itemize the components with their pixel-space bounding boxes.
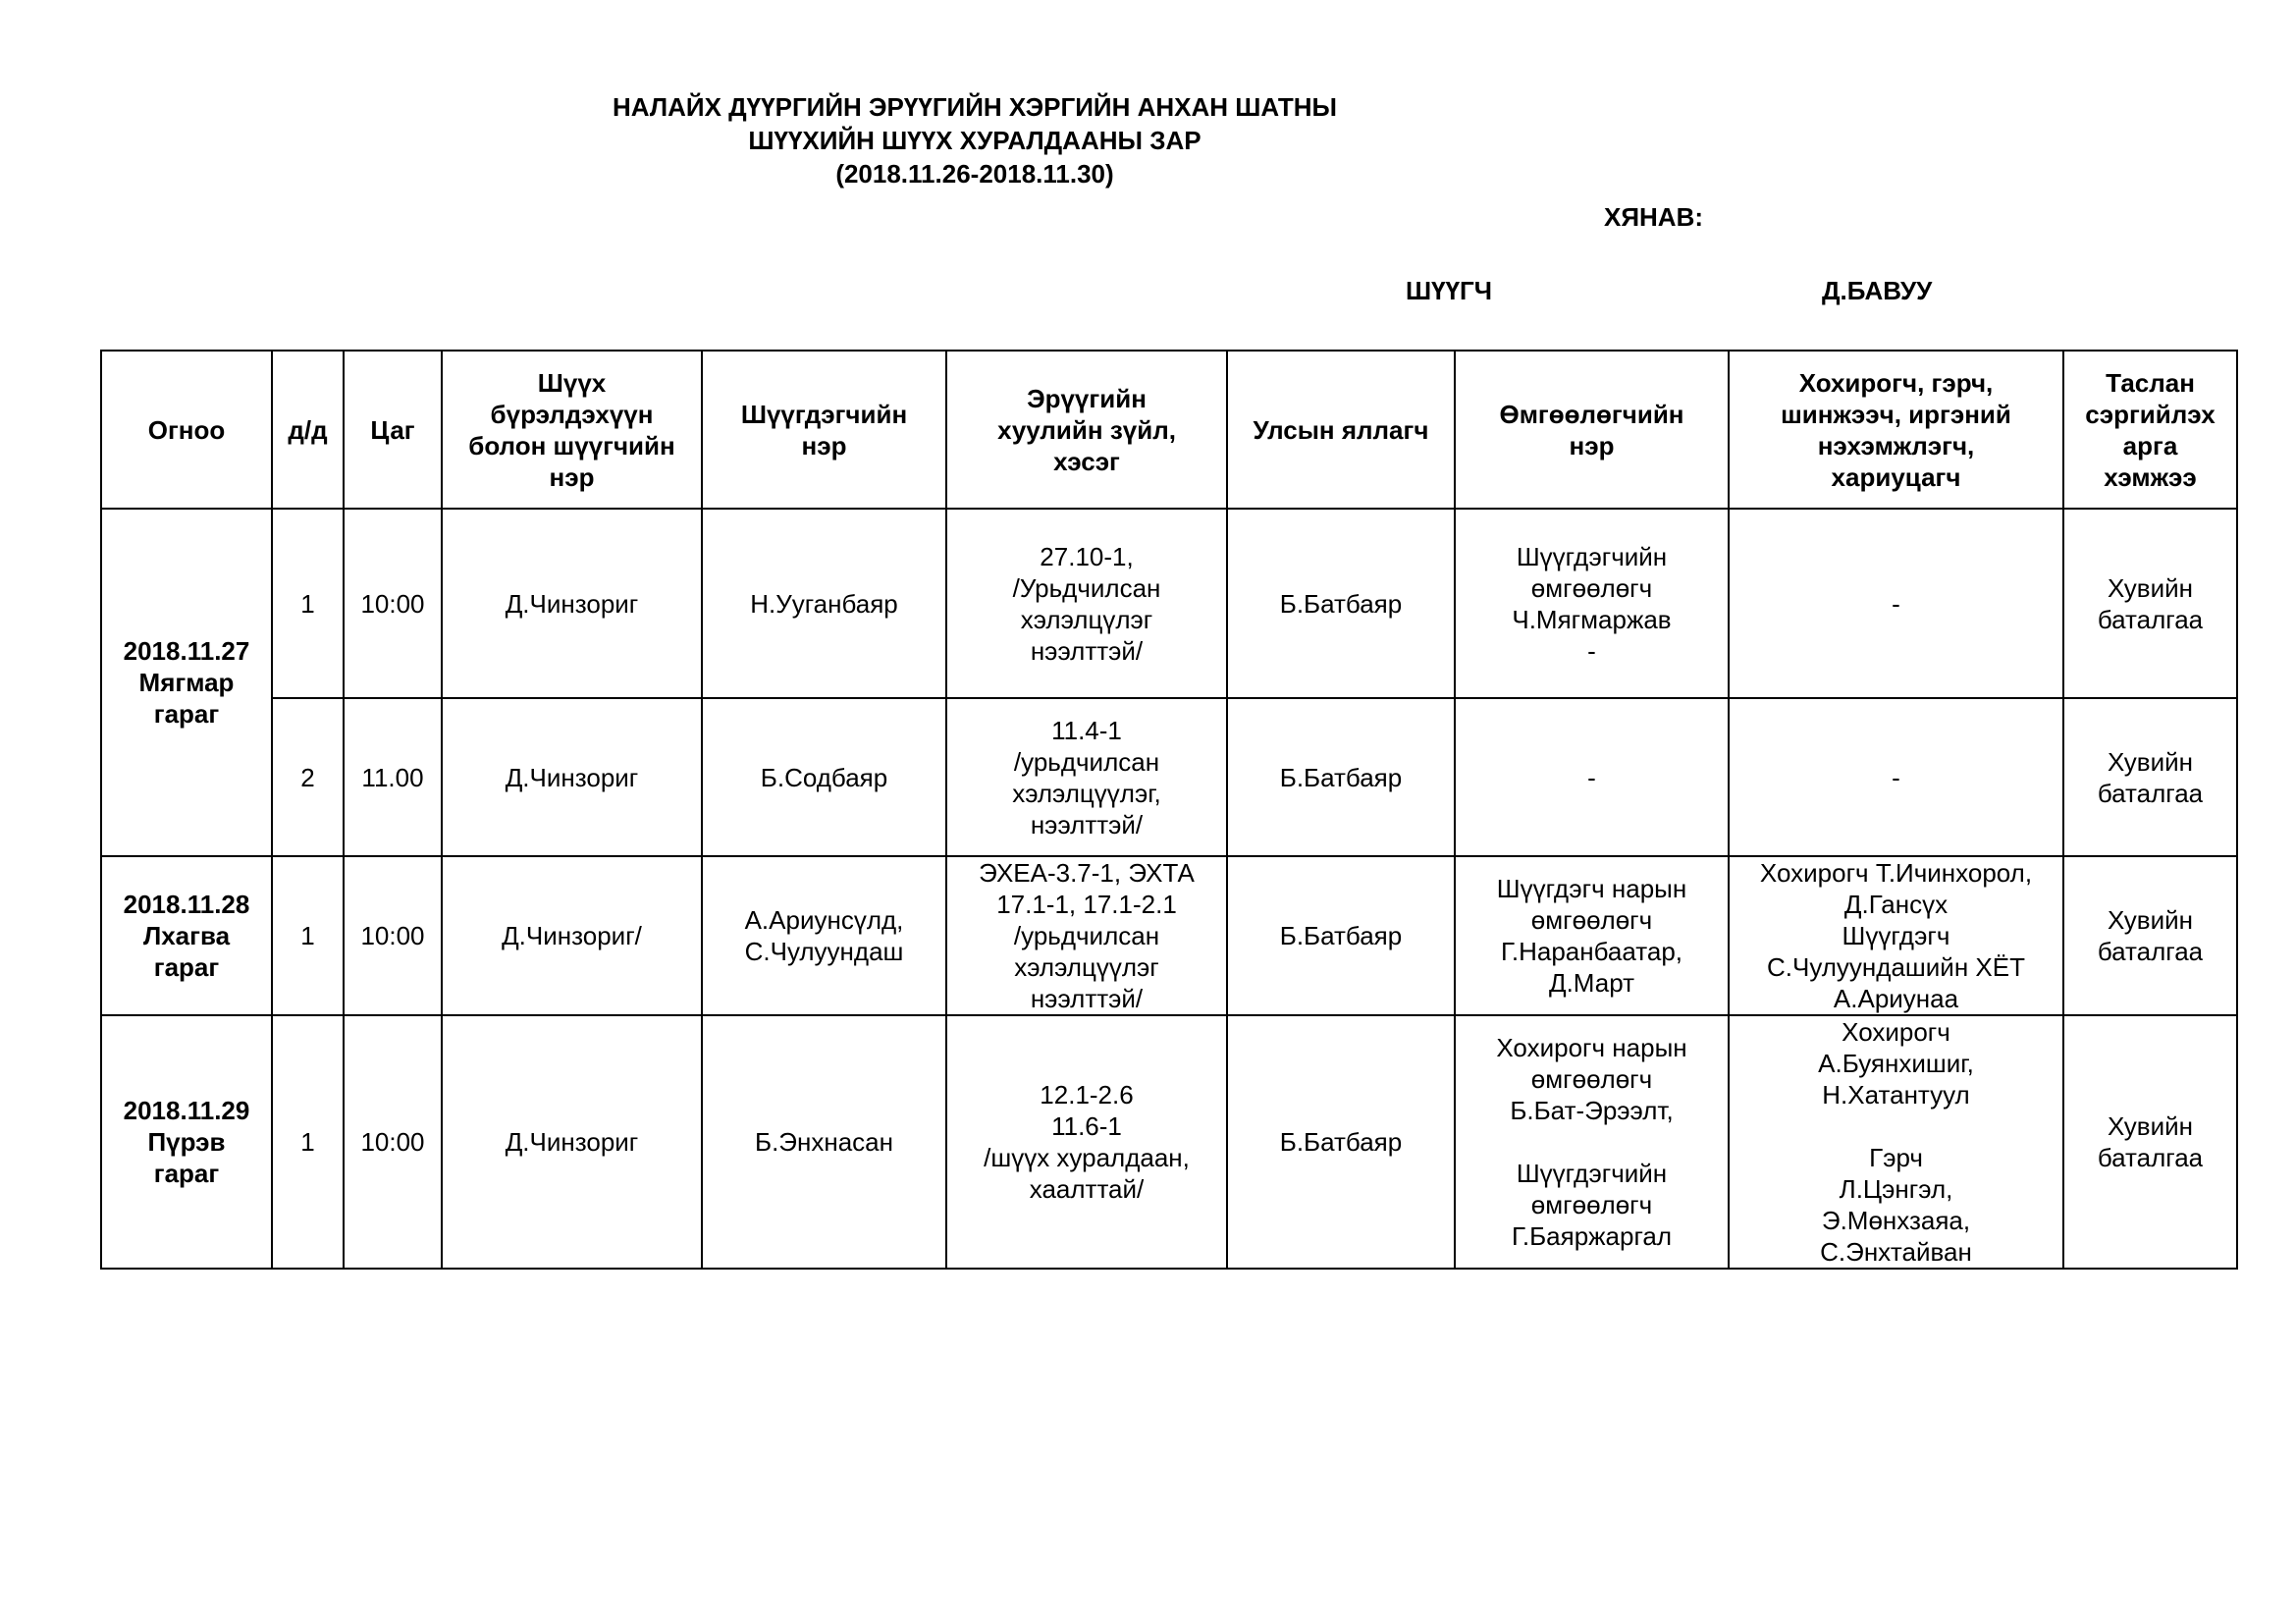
number-cell: 1 xyxy=(272,509,344,698)
lawyer-cell: Шүүгдэгчийн өмгөөлөгч Ч.Мягмаржав - xyxy=(1455,509,1729,698)
number-cell: 1 xyxy=(272,1015,344,1269)
table-header-row xyxy=(101,351,2237,509)
col-header-parties: Хохирогч, гэрч, шинжээч, иргэний нэхэмжлэгч, хариуцагч xyxy=(1729,351,2063,509)
title-line-announcement: ШҮҮХИЙН ШҮҮХ ХУРАЛДААНЫ ЗАР xyxy=(748,126,1201,155)
time-cell: 10:00 xyxy=(344,856,442,1015)
prosecutor-cell: Б.Батбаяр xyxy=(1227,856,1455,1015)
judge-name: Д.БАВУУ xyxy=(1822,276,1933,305)
defendant-cell: Б.Содбаяр xyxy=(702,698,946,856)
measure-cell: Хувийн баталгаа xyxy=(2063,698,2237,856)
time-cell: 10:00 xyxy=(344,509,442,698)
number-cell: 1 xyxy=(272,856,344,1015)
parties-cell: Хохирогч А.Буянхишиг, Н.Хатантуул Гэрч Л.Цэнгэл, Э.Мөнхзаяа, С.Энхтайван xyxy=(1729,1015,2063,1269)
document-title xyxy=(0,90,1949,190)
judge-title: ШҮҮГЧ xyxy=(1406,276,1493,305)
col-header-lawyer: Өмгөөлөгчийн нэр xyxy=(1455,351,1729,509)
table-row xyxy=(101,1015,2237,1269)
col-header-number: д/д xyxy=(272,351,344,509)
table-row xyxy=(101,698,2237,856)
measure-cell: Хувийн баталгаа xyxy=(2063,856,2237,1015)
approve-label: ХЯНАВ: xyxy=(1604,202,1704,232)
col-header-judge: Шүүх бүрэлдэхүүн болон шүүгчийн нэр xyxy=(442,351,702,509)
date-cell: 2018.11.27 Мягмар гараг xyxy=(101,509,272,856)
title-line-court: НАЛАЙХ ДҮҮРГИЙН ЭРҮҮГИЙН ХЭРГИЙН АНХАН ШАТНЫ xyxy=(613,92,1337,122)
col-header-prosecutor: Улсын яллагч xyxy=(1227,351,1455,509)
judge-cell: Д.Чинзориг xyxy=(442,509,702,698)
col-header-defendant: Шүүгдэгчийн нэр xyxy=(702,351,946,509)
time-cell: 10:00 xyxy=(344,1015,442,1269)
col-header-measure: Таслан сэргийлэх арга хэмжээ xyxy=(2063,351,2237,509)
article-cell: ЭХЕА-3.7-1, ЭХТА 17.1-1, 17.1-2.1 /урьдчилсан хэлэлцүүлэг нээлттэй/ xyxy=(946,856,1227,1015)
parties-cell: Хохирогч Т.Ичинхорол, Д.Гансүх Шүүгдэгч С.Чулуундашийн ХЁТ А.Ариунаа xyxy=(1729,856,2063,1015)
lawyer-cell: Шүүгдэгч нарын өмгөөлөгч Г.Наранбаатар, Д.Март xyxy=(1455,856,1729,1015)
measure-cell: Хувийн баталгаа xyxy=(2063,1015,2237,1269)
judge-cell: Д.Чинзориг xyxy=(442,698,702,856)
col-header-article: Эрүүгийн хуулийн зүйл, хэсэг xyxy=(946,351,1227,509)
col-header-time: Цаг xyxy=(344,351,442,509)
hearing-schedule-table xyxy=(100,350,2238,1270)
defendant-cell: Б.Энхнасан xyxy=(702,1015,946,1269)
article-cell: 12.1-2.6 11.6-1 /шүүх хуралдаан, хаалттай/ xyxy=(946,1015,1227,1269)
defendant-cell: Н.Ууганбаяр xyxy=(702,509,946,698)
judge-cell: Д.Чинзориг xyxy=(442,1015,702,1269)
date-cell: 2018.11.29 Пүрэв гараг xyxy=(101,1015,272,1269)
time-cell: 11.00 xyxy=(344,698,442,856)
lawyer-cell: Хохирогч нарын өмгөөлөгч Б.Бат-Эрээлт, Шүүгдэгчийн өмгөөлөгч Г.Баяржаргал xyxy=(1455,1015,1729,1269)
defendant-cell: А.Ариунсүлд, С.Чулуундаш xyxy=(702,856,946,1015)
prosecutor-cell: Б.Батбаяр xyxy=(1227,698,1455,856)
date-cell: 2018.11.28 Лхагва гараг xyxy=(101,856,272,1015)
prosecutor-cell: Б.Батбаяр xyxy=(1227,509,1455,698)
title-line-period: (2018.11.26-2018.11.30) xyxy=(835,159,1114,189)
col-header-date: Огноо xyxy=(101,351,272,509)
parties-cell: - xyxy=(1729,698,2063,856)
number-cell: 2 xyxy=(272,698,344,856)
lawyer-cell: - xyxy=(1455,698,1729,856)
parties-cell: - xyxy=(1729,509,2063,698)
judge-cell: Д.Чинзориг/ xyxy=(442,856,702,1015)
measure-cell: Хувийн баталгаа xyxy=(2063,509,2237,698)
article-cell: 11.4-1 /урьдчилсан хэлэлцүүлэг, нээлттэй/ xyxy=(946,698,1227,856)
prosecutor-cell: Б.Батбаяр xyxy=(1227,1015,1455,1269)
table-row xyxy=(101,856,2237,1015)
table-row xyxy=(101,509,2237,698)
article-cell: 27.10-1, /Урьдчилсан хэлэлцүлэг нээлттэй/ xyxy=(946,509,1227,698)
